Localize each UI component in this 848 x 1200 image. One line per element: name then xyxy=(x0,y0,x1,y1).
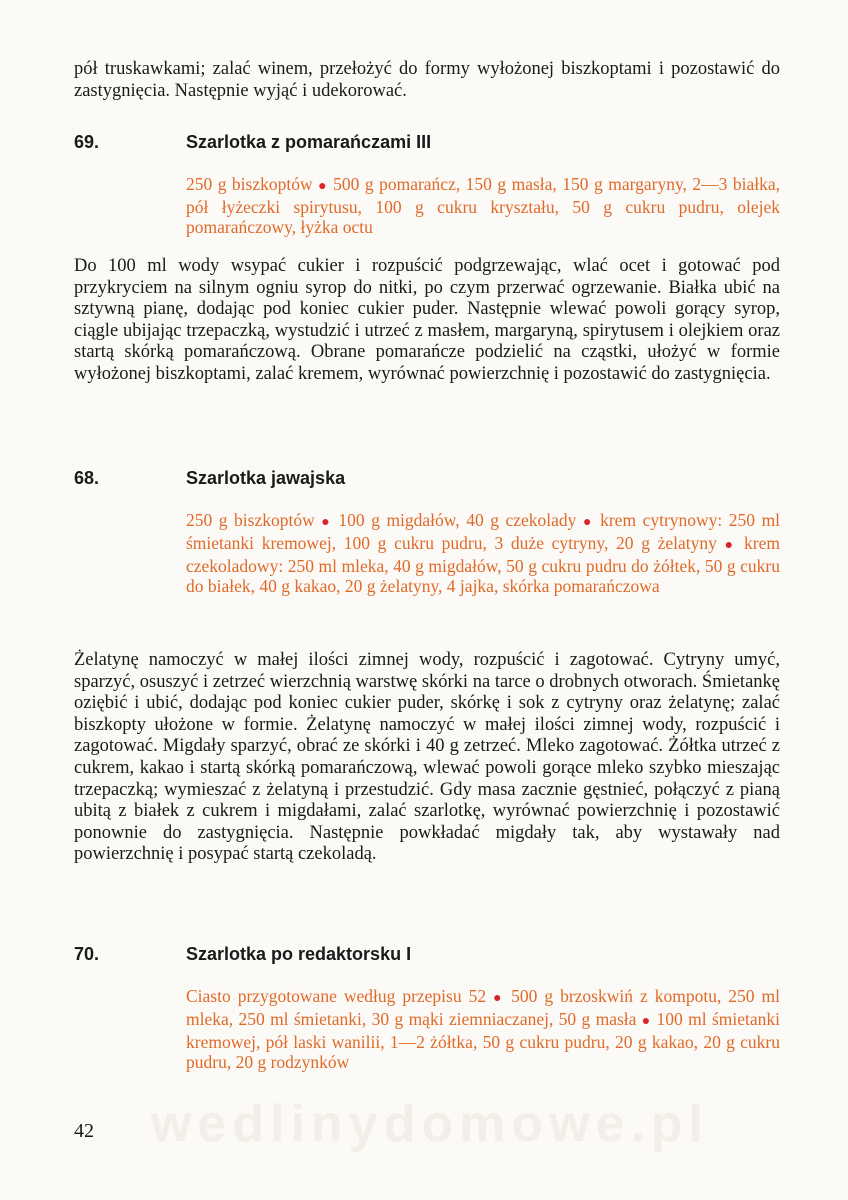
intro-text: pół truskawkami; zalać winem, przełożyć do formy wyłożonej biszkoptami i pozostawić do zastygnięcia. Następnie wyjąć i udekorować. xyxy=(74,59,780,101)
method-69: Do 100 ml wody wsypać cukier i rozpuścić podgrzewając, wlać ocet i gotować pod przykryciem na silnym ogniu syrop do nitki, po czym przerwać ogrzewanie. Białka ubić na sztywną pianę, dodając pod koniec cukier puder. Następnie wlewać powoli gorący syrop, ciągle ubijając trzepaczką, wystudzić i utrzeć z masłem, margaryną, spirytusem i olejkiem oraz startą skórką pomarańczową. Obrane pomarańcze podzielić na cząstki, ułożyć w formie wyłożonej biszkoptami, zalać kremem, wyrównać powierzchnię i pozostawić do zastygnięcia. xyxy=(74,256,780,384)
ingredient-group: 100 ml śmietanki kremowej, pół laski wanilii, 1—2 żółtka, 50 g cukru pudru, 20 g kakao, 20 g cukru pudru, 20 g rodzynków xyxy=(186,1009,780,1072)
method-68: Żelatynę namoczyć w małej ilości zimnej wody, rozpuścić i zagotować. Cytryny umyć, sparzyć, osuszyć i zetrzeć wierzchnią warstwę skórki na tarce o drobnych otworach. Śmietankę oziębić i ubić, dodając pod koniec cukier puder, skórkę i sok z cytryny oraz żelatynę; zalać biszkopty ułożone w formie. Żelatynę namoczyć w małej ilości zimnej wody, rozpuścić i zagotować. Migdały sparzyć, obrać ze skórki i 40 g zetrzeć. Mleko zagotować. Żółtka utrzeć z cukrem, kakao i startą skórką pomarańczową, wlewać powoli gorące mleko szybko mieszając trzepaczką; wymieszać z żelatyną i przestudzić. Gdy masa zacznie gęstnieć, połączyć z pianą ubitą z białek z cukrem i migdałami, zalać szarlotkę, wyrównać powierzchnię i pozostawić ponownie do zastygnięcia. Następnie powkładać migdały tak, aby wystawały nad powierzchnię i posypać startą czekoladą. xyxy=(74,650,780,865)
recipe-number: 70. xyxy=(74,944,100,964)
recipe-title: Szarlotka z pomarańczami III xyxy=(186,132,432,152)
bullet-icon: ● xyxy=(582,515,594,530)
recipe-number: 68. xyxy=(74,468,100,488)
ingredient-group: 500 g pomarańcz, 150 g masła, 150 g margaryny, 2—3 białka, pół łyżeczki spirytusu, 100 g cukru kryształu, 50 g cukru pudru, olejek pomarańczowy, łyżka octu xyxy=(186,174,781,237)
ingredient-group: 500 g brzoskwiń z kompotu, 250 ml mleka, 250 ml śmietanki, 30 g mąki ziemniaczanej, 50 g masła xyxy=(186,986,781,1029)
bullet-icon: ● xyxy=(321,515,332,530)
recipe-number: 69. xyxy=(74,132,100,152)
ingredients-70 xyxy=(186,986,780,1072)
ingredients-68 xyxy=(186,510,780,596)
ingredient-group: Ciasto przygotowane według przepisu 52 xyxy=(186,986,487,1006)
ingredient-group: 250 g biszkoptów xyxy=(186,510,315,530)
ingredient-group: krem cytrynowy: 250 ml śmietanki kremowej, 100 g cukru pudru, 3 duże cytryny, 20 g żelatyny xyxy=(186,510,781,553)
bullet-icon: ● xyxy=(724,538,737,553)
bullet-icon: ● xyxy=(318,179,328,194)
watermark: wedlinydomowe.pl xyxy=(150,1095,710,1153)
bullet-icon: ● xyxy=(493,991,505,1006)
recipe-title: Szarlotka jawajska xyxy=(186,468,346,488)
bullet-icon: ● xyxy=(641,1014,652,1029)
ingredient-group: krem czekoladowy: 250 ml mleka, 40 g migdałów, 50 g cukru pudru do żółtek, 50 g cukru do białek, 40 g kakao, 20 g żelatyny, 4 jajka, skórka pomarańczowa xyxy=(186,533,781,596)
ingredient-group: 250 g biszkoptów xyxy=(186,174,313,194)
ingredient-group: 100 g migdałów, 40 g czekolady xyxy=(338,510,577,530)
recipe-title: Szarlotka po redaktorsku I xyxy=(186,944,412,964)
page-number: 42 xyxy=(74,1120,94,1142)
ingredients-69 xyxy=(186,174,780,237)
